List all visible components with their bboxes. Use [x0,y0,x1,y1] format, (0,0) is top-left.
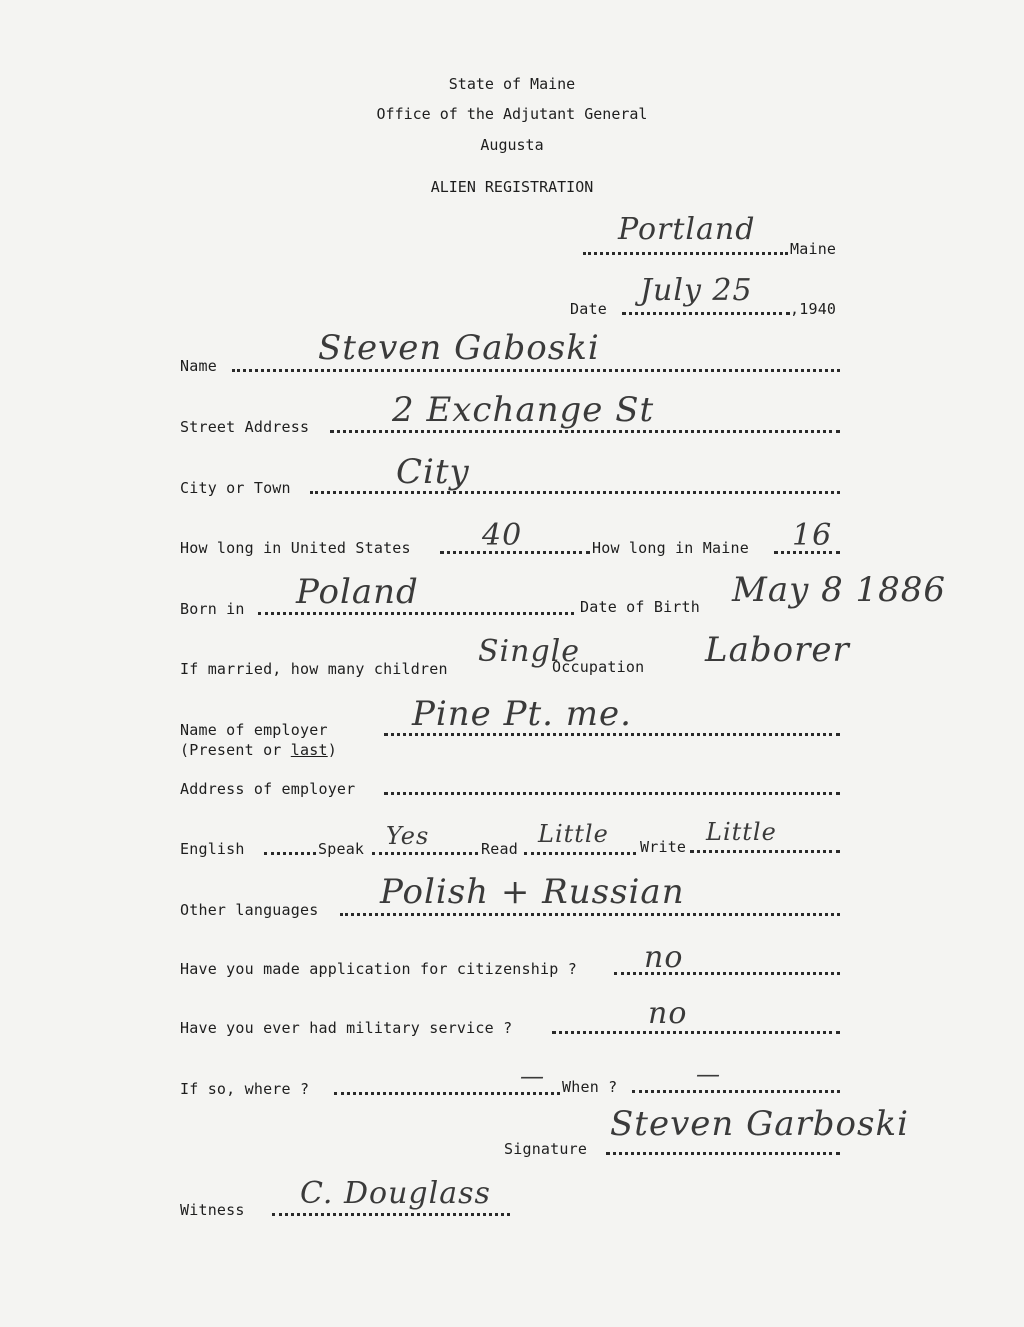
write-value: Little [706,818,777,846]
military-value: no [648,996,688,1031]
born-in-value: Poland [296,572,419,612]
where-dots [334,1092,560,1095]
employer-address-label: Address of employer [180,780,356,798]
present-or-last-prefix: (Present or [180,741,291,759]
employer-value: Pine Pt. me. [412,694,632,734]
place-value: Portland [618,212,756,247]
date-of-birth-value: May 8 1886 [732,570,947,610]
where-label: If so, where ? [180,1080,310,1098]
maine-label: Maine [790,240,837,258]
street-address-dots [330,430,840,433]
street-address-value: 2 Exchange St [392,390,655,430]
if-married-label: If married, how many children [180,660,448,678]
employer-address-dots [384,792,840,795]
present-or-last-suffix: ) [327,741,337,759]
street-address-label: Street Address [180,418,310,436]
years-maine-value: 16 [792,518,833,553]
header-state: State of Maine [448,75,576,93]
children-value: Single [478,634,581,669]
speak-value: Yes [386,822,430,850]
date-value: July 25 [640,273,753,308]
read-label: Read [481,840,518,858]
employer-label: Name of employer [180,721,328,739]
name-label: Name [180,357,217,375]
occupation-value: Laborer [705,630,850,670]
how-long-us-label: How long in United States [180,539,411,557]
year-label: ,1940 [790,300,837,318]
english-label: English [180,840,245,858]
born-in-label: Born in [180,600,245,618]
other-languages-value: Polish + Russian [380,872,685,912]
witness-value: C. Douglass [300,1176,491,1211]
other-languages-label: Other languages [180,901,319,919]
date-dots [622,312,790,315]
city-label: City or Town [180,479,291,497]
signature-dots [606,1152,840,1155]
city-value: City [396,452,470,492]
write-label: Write [640,838,687,856]
occupation-label: Occupation [552,658,645,676]
military-label: Have you ever had military service ? [180,1019,513,1037]
header-city: Augusta [480,136,544,154]
speak-label: Speak [318,840,365,858]
witness-label: Witness [180,1201,245,1219]
present-or-last-underlined: last [290,741,328,759]
when-dots [632,1090,840,1093]
witness-dots [272,1213,510,1216]
how-long-maine-label: How long in Maine [592,539,749,557]
citizenship-label: Have you made application for citizenship ? [180,960,577,978]
when-value: — [696,1060,721,1088]
when-label: When ? [562,1078,618,1096]
signature-label: Signature [504,1140,588,1158]
born-in-dots [258,612,574,615]
header-office: Office of the Adjutant General [376,105,648,123]
place-dots [583,252,788,255]
other-languages-dots [340,913,840,916]
read-dots [524,852,636,855]
signature-value: Steven Garboski [610,1104,909,1144]
write-dots [690,850,840,853]
where-value: — [520,1062,545,1090]
name-value: Steven Gaboski [318,328,600,368]
speak-dots [372,852,478,855]
date-label: Date [570,300,607,318]
years-us-value: 40 [482,518,523,553]
name-dots [232,369,840,372]
read-value: Little [538,820,609,848]
citizenship-value: no [644,940,684,975]
english-dots [264,852,316,855]
form-title: ALIEN REGISTRATION [430,178,594,196]
military-dots [552,1031,840,1034]
date-of-birth-label: Date of Birth [580,598,700,616]
present-or-last-note [180,741,337,759]
city-dots [310,491,840,494]
